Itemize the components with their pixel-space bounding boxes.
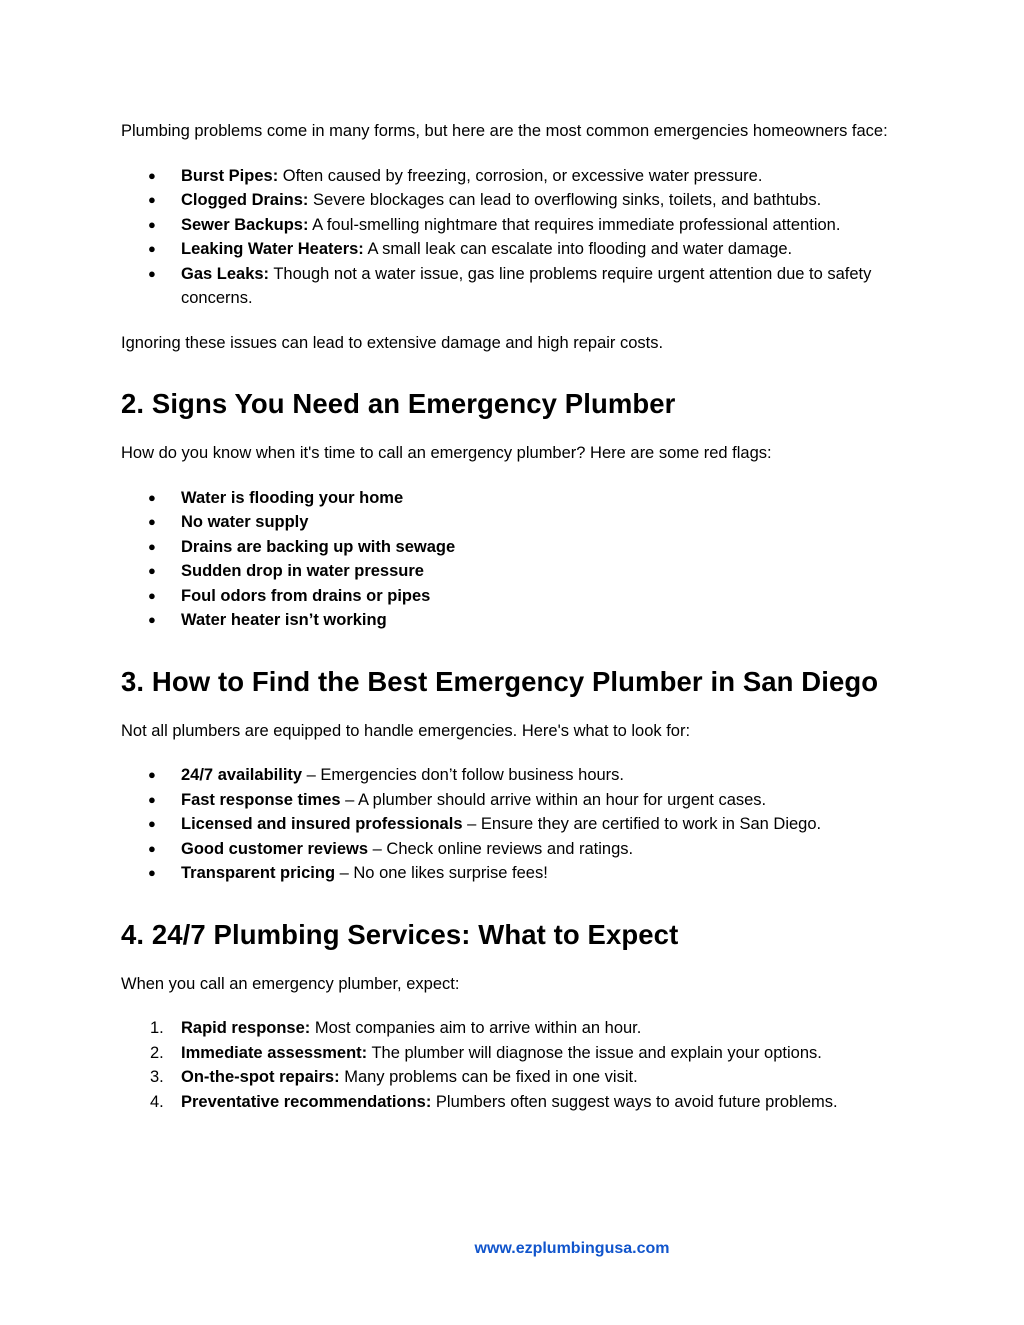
list-item: 3. On-the-spot repairs: Many problems can be fixed in one visit. (121, 1065, 911, 1090)
list-item: ● Good customer reviews – Check online reviews and ratings. (121, 837, 911, 862)
bullet-icon: ● (148, 587, 156, 603)
bullet-icon: ● (148, 840, 156, 856)
bullet-icon: ● (148, 767, 156, 782)
emergency-list (121, 164, 911, 311)
list-item: ● Leaking Water Heaters: A small leak can escalate into flooding and water damage. (121, 237, 911, 262)
list-number: 3. (150, 1068, 164, 1086)
expectations-list (121, 1016, 911, 1114)
list-item: ● Water is flooding your home (121, 486, 911, 511)
section-4-intro: When you call an emergency plumber, expect: (121, 974, 460, 993)
criteria-list (121, 763, 911, 886)
list-item: ● Fast response times – A plumber should arrive within an hour for urgent cases. (121, 788, 911, 813)
bullet-icon: ● (148, 241, 156, 256)
list-item: ● Sudden drop in water pressure (121, 559, 911, 584)
section-2-intro: How do you know when it's time to call an emergency plumber? Here are some red flags: (121, 444, 772, 462)
list-item: ● Clogged Drains: Severe blockages can lead to overflowing sinks, toilets, and bathtubs. (121, 188, 911, 213)
bullet-icon: ● (148, 167, 156, 183)
list-item: ● No water supply (121, 510, 911, 535)
section-3-intro: Not all plumbers are equipped to handle emergencies. Here's what to look for: (121, 721, 691, 740)
closing-paragraph: Ignoring these issues can lead to extensive damage and high repair costs. (121, 333, 664, 352)
list-item: ● Transparent pricing – No one likes surprise fees! (121, 861, 911, 886)
document-page (121, 119, 911, 1114)
bullet-icon: ● (148, 612, 156, 627)
bullet-icon: ● (148, 192, 156, 207)
bullet-icon: ● (148, 563, 156, 578)
website-link[interactable]: www.ezplumbingusa.com (474, 1240, 670, 1257)
bullet-icon: ● (148, 489, 156, 505)
list-item: ● Water heater isn’t working (121, 608, 911, 633)
section-2-heading: 2. Signs You Need an Emergency Plumber (121, 388, 676, 419)
list-number: 4. (150, 1092, 164, 1111)
red-flags-list (121, 486, 911, 633)
list-number: 2. (150, 1043, 164, 1062)
bullet-icon: ● (148, 816, 156, 831)
bullet-icon: ● (148, 514, 156, 529)
list-item: ● Drains are backing up with sewage (121, 535, 911, 560)
bullet-icon: ● (148, 538, 156, 554)
bullet-icon: ● (148, 265, 156, 281)
list-item: 4. Preventative recommendations: Plumbers often suggest ways to avoid future problems. (121, 1090, 911, 1115)
list-item: ● 24/7 availability – Emergencies don’t follow business hours. (121, 763, 911, 788)
intro-paragraph: Plumbing problems come in many forms, but here are the most common emergencies homeowners face: (121, 122, 888, 140)
list-item: ● Foul odors from drains or pipes (121, 584, 911, 609)
bullet-icon: ● (148, 865, 156, 880)
bullet-icon: ● (148, 791, 156, 807)
list-item: ● Sewer Backups: A foul-smelling nightmare that requires immediate professional attention. (121, 213, 911, 238)
section-3-heading: 3. How to Find the Best Emergency Plumber in San Diego (121, 665, 879, 697)
list-item: ● Burst Pipes: Often caused by freezing, corrosion, or excessive water pressure. (121, 164, 911, 189)
bullet-icon: ● (148, 216, 156, 232)
list-item: 1. Rapid response: Most companies aim to arrive within an hour. (121, 1016, 911, 1041)
list-number: 1. (150, 1019, 164, 1037)
list-item: ● Gas Leaks: Though not a water issue, gas line problems require urgent attention due to safety concerns. (121, 262, 911, 311)
section-4-heading: 4. 24/7 Plumbing Services: What to Expect (121, 918, 679, 950)
list-item: 2. Immediate assessment: The plumber will diagnose the issue and explain your options. (121, 1041, 911, 1066)
list-item: ● Licensed and insured professionals – Ensure they are certified to work in San Diego. (121, 812, 911, 837)
